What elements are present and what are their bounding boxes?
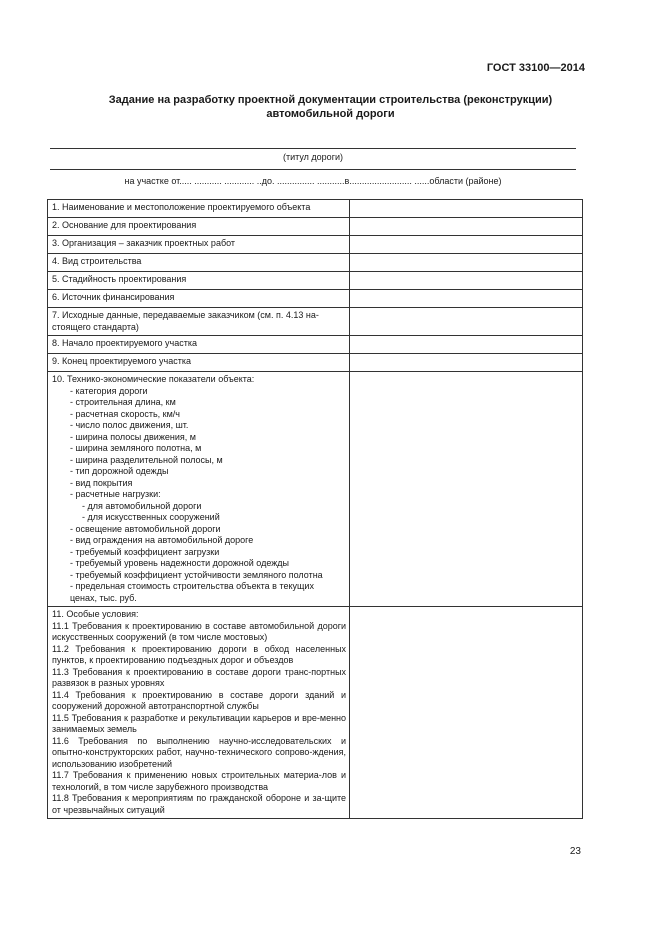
technical-indicators-cell xyxy=(48,372,350,607)
row-value-cell[interactable] xyxy=(350,272,583,290)
assignment-table xyxy=(47,199,583,819)
row-value-cell[interactable] xyxy=(350,354,583,372)
row-label: 1. Наименование и местоположение проектируемого объекта xyxy=(48,200,350,218)
condition-item: 11.4 Требования к проектированию в составе дороги зданий и сооружений дорожной автотранспортной службы xyxy=(52,689,347,711)
indicator-subitem: - для автомобильной дороги xyxy=(82,500,202,511)
row-label: 3. Организация – заказчик проектных работ xyxy=(48,236,350,254)
title-line-2: автомобильной дороги xyxy=(266,108,395,120)
row-value-cell[interactable] xyxy=(350,236,583,254)
table-row-special-conditions xyxy=(48,607,583,819)
row-label: 5. Стадийность проектирования xyxy=(48,272,350,290)
indicator-item: - тип дорожной одежды xyxy=(70,466,169,476)
row-label: 7. Исходные данные, передаваемые заказчиком (см. п. 4.13 на-стоящего стандарта) xyxy=(48,308,350,336)
road-title-line xyxy=(50,148,576,149)
table-row xyxy=(48,308,583,336)
condition-item: 11.7 Требования к применению новых строительных материа-лов и технологий, в том числе зарубежного производства xyxy=(52,770,347,792)
table-row xyxy=(48,236,583,254)
row-label: 4. Вид строительства xyxy=(48,254,350,272)
row-value-cell[interactable] xyxy=(350,218,583,236)
condition-item: 11.5 Требования к разработке и рекультивации карьеров и вре-менно занимаемых земель xyxy=(52,712,347,734)
special-conditions-cell xyxy=(48,607,350,819)
row-value-cell[interactable] xyxy=(350,336,583,354)
table-row xyxy=(48,254,583,272)
technical-indicators-heading: 10. Технико-экономические показатели объекта: xyxy=(52,374,255,384)
indicator-item: - ширина земляного полотна, м xyxy=(70,443,202,453)
indicator-item: - расчетная скорость, км/ч xyxy=(70,408,180,419)
condition-item: 11.6 Требования по выполнению научно-исследовательских и опытно-конструкторских работ, научно-технического сопрово-ждения, использованию изобретений xyxy=(52,735,347,769)
indicator-item: - категория дороги xyxy=(70,385,148,396)
row-label: 8. Начало проектируемого участка xyxy=(48,336,350,354)
table-row xyxy=(48,200,583,218)
indicator-item: - вид ограждения на автомобильной дороге xyxy=(70,535,254,545)
document-code: ГОСТ 33100—2014 xyxy=(486,62,585,74)
indicator-subitem: - для искусственных сооружений xyxy=(82,512,220,522)
row-value-cell[interactable] xyxy=(350,308,583,336)
table-row xyxy=(48,354,583,372)
row-label: 6. Источник финансирования xyxy=(48,290,350,308)
indicator-item: - расчетные нагрузки: xyxy=(70,489,161,499)
indicator-item: - требуемый коэффициент загрузки xyxy=(70,546,220,557)
indicator-item: - предельная стоимость строительства объекта в текущих xyxy=(70,581,314,591)
condition-item: 11.8 Требования к мероприятиям по гражданской обороне и за-щите от чрезвычайных ситуаций xyxy=(52,793,347,815)
special-conditions-value-cell[interactable] xyxy=(350,607,583,819)
indicator-item: - требуемый уровень надежности дорожной одежды xyxy=(70,558,290,568)
table-row xyxy=(48,336,583,354)
indicator-item: - освещение автомобильной дороги xyxy=(70,523,221,534)
section-location-line: на участке от..... ........... ............ ..до. ............... ...........в......................... ......области (районе) xyxy=(124,176,502,186)
table-row xyxy=(48,218,583,236)
indicator-item: - строительная длина, км xyxy=(70,397,176,407)
condition-item: 11.3 Требования к проектированию в составе дороги транс-портных развязок в разных уровнях xyxy=(52,666,347,688)
title-line-1: Задание на разработку проектной документации строительства (реконструкции) xyxy=(108,94,553,106)
row-label: 2. Основание для проектирования xyxy=(48,218,350,236)
condition-item: 11.2 Требования к проектированию дороги в обход населенных пунктов, к проектированию подъездных дорог и объездов xyxy=(52,643,347,665)
indicator-item: - требуемый коэффициент устойчивости земляного полотна xyxy=(70,569,323,580)
row-value-cell[interactable] xyxy=(350,290,583,308)
indicator-item: ценах, тыс. руб. xyxy=(70,592,137,603)
table-row-technical-indicators xyxy=(48,372,583,607)
indicator-item: - ширина полосы движения, м xyxy=(70,431,196,442)
document-title xyxy=(50,93,611,121)
section-line-divider xyxy=(50,169,576,170)
indicator-item: - вид покрытия xyxy=(70,477,133,488)
condition-item: 11.1 Требования к проектированию в составе автомобильной дороги искусственных сооружений (в том числе мостовых) xyxy=(52,620,347,642)
row-label: 9. Конец проектируемого участка xyxy=(48,354,350,372)
table-row xyxy=(48,290,583,308)
row-value-cell[interactable] xyxy=(350,254,583,272)
row-value-cell[interactable] xyxy=(350,200,583,218)
table-row xyxy=(48,272,583,290)
indicator-item: - ширина разделительной полосы, м xyxy=(70,454,223,465)
special-conditions-heading: 11. Особые условия: xyxy=(52,609,139,619)
page-number: 23 xyxy=(569,846,581,857)
road-title-caption: (титул дороги) xyxy=(283,152,343,162)
technical-indicators-value-cell[interactable] xyxy=(350,372,583,607)
indicator-item: - число полос движения, шт. xyxy=(70,420,189,430)
